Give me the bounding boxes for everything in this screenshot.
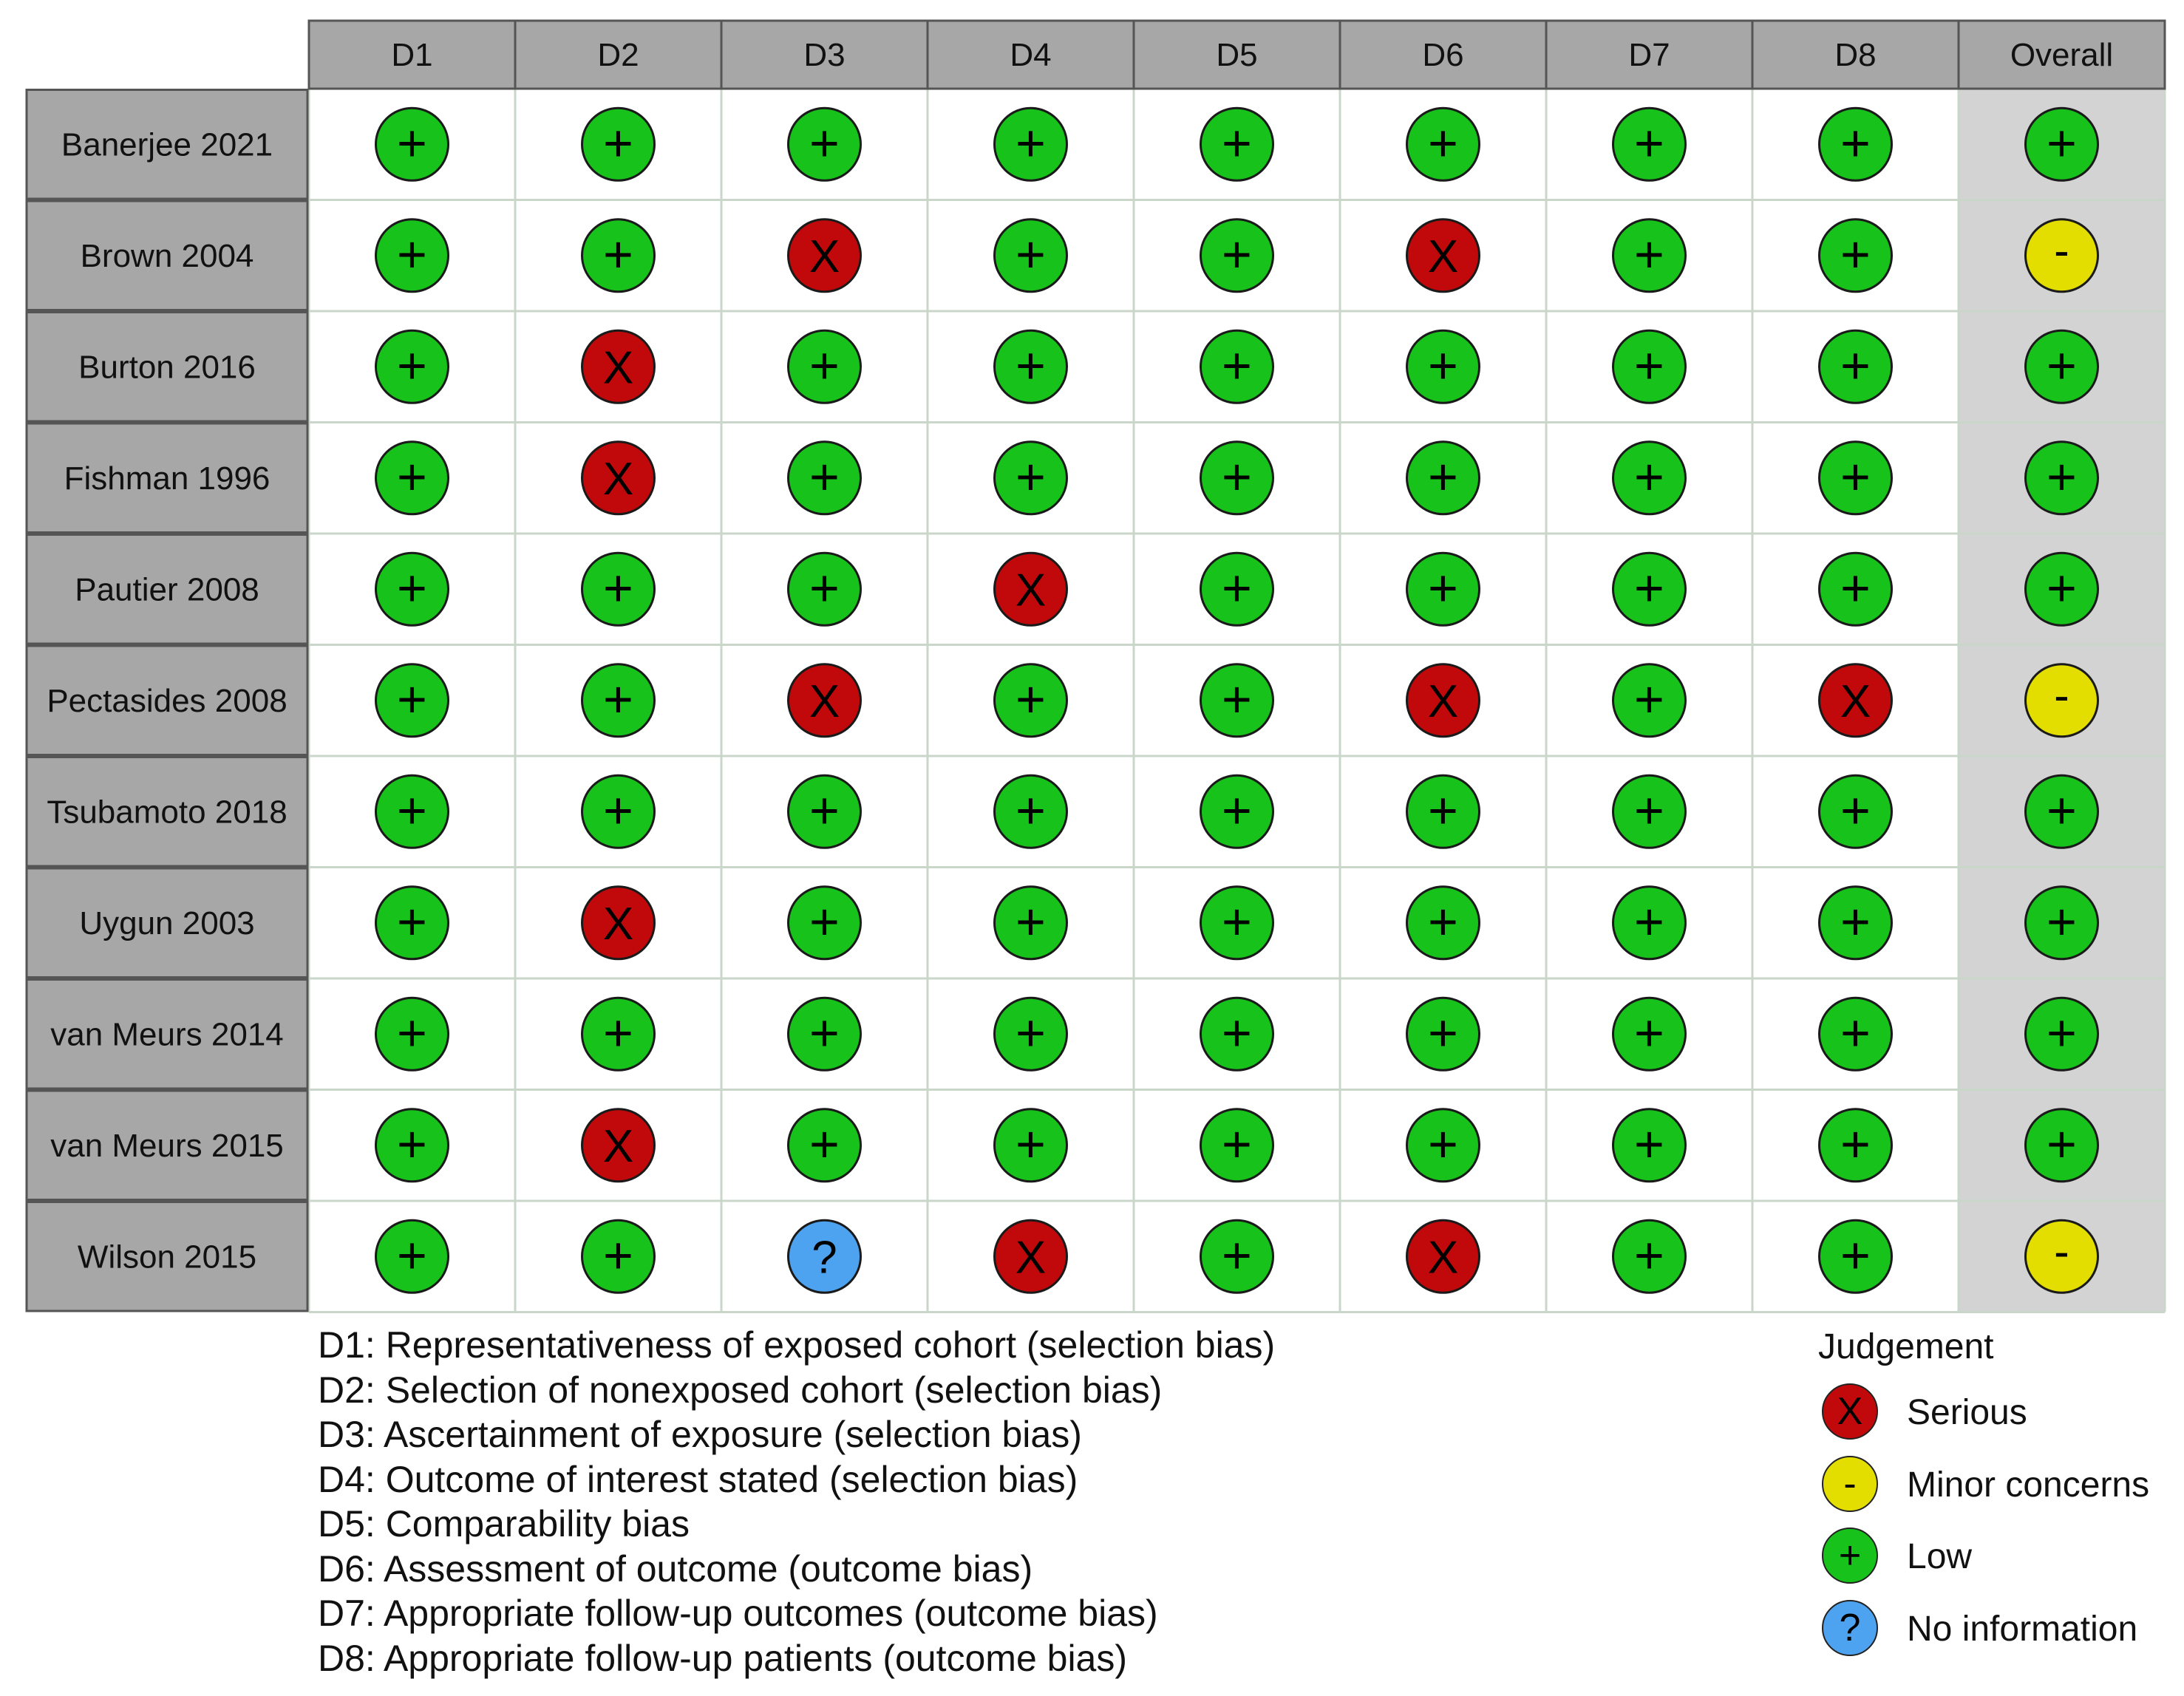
judgement-symbol: + xyxy=(1634,114,1664,172)
judgement-symbol: + xyxy=(1222,892,1252,950)
judgement-symbol: + xyxy=(397,1114,427,1173)
judgement-symbol: + xyxy=(809,781,840,840)
judgement-symbol: + xyxy=(1840,892,1871,950)
study-label-van-meurs-2014: van Meurs 2014 xyxy=(50,1016,284,1053)
judgement-symbol: X xyxy=(1427,231,1459,282)
legend-item-low xyxy=(1818,1528,2180,1600)
judgement-symbol: - xyxy=(2054,225,2069,276)
judgement-symbol: + xyxy=(1840,1114,1871,1173)
legend-label-minor: Minor concerns xyxy=(1907,1465,2150,1505)
study-label-van-meurs-2015: van Meurs 2015 xyxy=(50,1127,284,1164)
domain-description-d5: D5: Comparability bias xyxy=(318,1503,690,1545)
judgement-symbol: + xyxy=(603,225,633,283)
judgement-symbol: + xyxy=(1428,114,1458,172)
judgement-symbol: + xyxy=(603,114,633,172)
judgement-symbol: X xyxy=(1840,675,1871,727)
judgement-symbol: X xyxy=(602,898,634,950)
judgement-symbol: + xyxy=(1840,225,1871,283)
judgement-symbol: + xyxy=(809,1004,840,1062)
judgement-symbol: + xyxy=(1222,670,1252,728)
judgement-symbol: + xyxy=(809,559,840,617)
study-label-burton-2016: Burton 2016 xyxy=(78,349,256,386)
judgement-symbol: + xyxy=(1222,1004,1252,1062)
judgement-symbol: + xyxy=(1840,559,1871,617)
judgement-symbol: + xyxy=(1016,447,1046,505)
judgement-symbol: + xyxy=(2047,1004,2077,1062)
judgement-symbol: + xyxy=(1634,781,1664,840)
judgement-symbol: + xyxy=(1840,1226,1871,1284)
legend-label-low: Low xyxy=(1907,1537,1973,1576)
judgement-symbol: + xyxy=(809,336,840,395)
judgement-symbol: + xyxy=(2047,447,2077,505)
judgement-symbol: X xyxy=(1015,1232,1047,1284)
domain-description-d6: D6: Assessment of outcome (outcome bias) xyxy=(318,1547,1033,1590)
judgement-symbol: + xyxy=(1634,1226,1664,1284)
judgement-symbol: X xyxy=(602,342,634,394)
judgement-symbol: + xyxy=(397,447,427,505)
legend-item-minor xyxy=(1818,1456,2180,1528)
column-header-d2: D2 xyxy=(597,37,639,73)
domain-description-d8: D8: Appropriate follow-up patients (outcome bias) xyxy=(318,1637,1128,1679)
low-plus-icon: + xyxy=(1822,1528,1878,1584)
judgement-symbol: + xyxy=(1428,336,1458,395)
judgement-symbol: + xyxy=(397,225,427,283)
judgement-symbol: X xyxy=(1015,565,1047,616)
judgement-symbol: + xyxy=(1016,670,1046,728)
column-header-d8: D8 xyxy=(1834,37,1877,73)
judgement-symbol: + xyxy=(603,559,633,617)
judgement-symbol: X xyxy=(1427,1232,1459,1284)
serious-x-icon: X xyxy=(1822,1383,1878,1440)
judgement-symbol: - xyxy=(2054,1226,2069,1278)
judgement-symbol: + xyxy=(1634,447,1664,505)
domain-description-d1: D1: Representativeness of exposed cohort (selection bias) xyxy=(318,1324,1276,1366)
domain-description-d3: D3: Ascertainment of exposure (selection bias) xyxy=(318,1414,1082,1455)
judgement-symbol: + xyxy=(1634,1114,1664,1173)
domain-description-d7: D7: Appropriate follow-up outcomes (outcome bias) xyxy=(318,1593,1158,1634)
judgement-symbol: + xyxy=(1428,781,1458,840)
noinfo-question-icon: ? xyxy=(1822,1600,1878,1656)
legend-item-serious xyxy=(1818,1383,2180,1456)
judgement-symbol: + xyxy=(1222,336,1252,395)
judgement-symbol: + xyxy=(1016,892,1046,950)
study-label-tsubamoto-2018: Tsubamoto 2018 xyxy=(47,794,288,831)
domain-description-d2: D2: Selection of nonexposed cohort (selection bias) xyxy=(318,1369,1163,1411)
study-label-wilson-2015: Wilson 2015 xyxy=(77,1239,257,1276)
judgement-symbol: + xyxy=(1428,447,1458,505)
column-header-d4: D4 xyxy=(1010,37,1052,73)
judgement-symbol: + xyxy=(1428,892,1458,950)
judgement-symbol: + xyxy=(1222,1114,1252,1173)
judgement-symbol: X xyxy=(809,231,840,282)
judgement-symbol: X xyxy=(809,675,840,727)
study-label-uygun-2003: Uygun 2003 xyxy=(79,905,255,941)
judgement-symbol: + xyxy=(1016,336,1046,395)
judgement-symbol: + xyxy=(1428,1114,1458,1173)
column-header-d6: D6 xyxy=(1422,37,1464,73)
judgement-symbol: + xyxy=(1840,447,1871,505)
judgement-symbol: + xyxy=(1634,892,1664,950)
column-header-d7: D7 xyxy=(1628,37,1670,73)
judgement-symbol: X xyxy=(602,1120,634,1172)
judgement-symbol: + xyxy=(1222,781,1252,840)
judgement-symbol: + xyxy=(809,114,840,172)
judgement-symbol: + xyxy=(1016,225,1046,283)
judgement-symbol: + xyxy=(1016,781,1046,840)
judgement-symbol: + xyxy=(2047,336,2077,395)
judgement-symbol: + xyxy=(1634,1004,1664,1062)
column-header-d1: D1 xyxy=(391,37,433,73)
judgement-symbol: + xyxy=(809,892,840,950)
judgement-symbol: + xyxy=(397,1004,427,1062)
judgement-symbol: + xyxy=(397,670,427,728)
judgement-symbol: + xyxy=(809,1114,840,1173)
judgement-symbol: + xyxy=(2047,781,2077,840)
judgement-symbol: + xyxy=(2047,114,2077,172)
judgement-symbol: ? xyxy=(812,1232,837,1284)
study-label-pectasides-2008: Pectasides 2008 xyxy=(47,682,288,719)
judgement-symbol: + xyxy=(1222,1226,1252,1284)
judgement-symbol: X xyxy=(602,453,634,505)
judgement-symbol: + xyxy=(1634,559,1664,617)
study-label-pautier-2008: Pautier 2008 xyxy=(75,571,259,608)
judgement-symbol: + xyxy=(397,559,427,617)
judgement-symbol: + xyxy=(809,447,840,505)
column-header-d3: D3 xyxy=(803,37,846,73)
judgement-symbol: + xyxy=(1222,225,1252,283)
judgement-symbol: + xyxy=(397,1226,427,1284)
legend-label-serious: Serious xyxy=(1907,1393,2027,1432)
judgement-symbol: + xyxy=(1016,1114,1046,1173)
judgement-legend xyxy=(1818,1327,2180,1672)
judgement-symbol: + xyxy=(1634,670,1664,728)
judgement-symbol: + xyxy=(1222,559,1252,617)
legend-label-noinfo: No information xyxy=(1907,1609,2138,1649)
judgement-symbol: + xyxy=(1840,336,1871,395)
judgement-symbol: + xyxy=(2047,892,2077,950)
judgement-symbol: + xyxy=(397,781,427,840)
judgement-symbol: + xyxy=(2047,559,2077,617)
minor-dash-icon: - xyxy=(1822,1456,1878,1512)
judgement-symbol: + xyxy=(397,114,427,172)
judgement-symbol: + xyxy=(603,781,633,840)
legend-item-noinfo xyxy=(1818,1600,2180,1672)
judgement-symbol: + xyxy=(2047,1114,2077,1173)
judgement-symbol: + xyxy=(603,670,633,728)
judgement-symbol: + xyxy=(1840,114,1871,172)
judgement-symbol: + xyxy=(1016,114,1046,172)
study-label-brown-2004: Brown 2004 xyxy=(80,237,254,274)
judgement-symbol: + xyxy=(1840,781,1871,840)
domain-description-d4: D4: Outcome of interest stated (selection bias) xyxy=(318,1458,1078,1500)
column-header-overall: Overall xyxy=(2010,37,2114,73)
judgement-symbol: X xyxy=(1427,675,1459,727)
judgement-symbol: + xyxy=(1222,114,1252,172)
judgement-symbol: + xyxy=(397,336,427,395)
judgement-symbol: - xyxy=(2054,670,2069,721)
judgement-symbol: + xyxy=(1222,447,1252,505)
domain-descriptions xyxy=(318,1323,1275,1680)
judgement-symbol: + xyxy=(1634,225,1664,283)
column-header-d5: D5 xyxy=(1216,37,1258,73)
study-label-fishman-1996: Fishman 1996 xyxy=(64,460,271,497)
judgement-symbol: + xyxy=(1840,1004,1871,1062)
judgement-symbol: + xyxy=(397,892,427,950)
judgement-symbol: + xyxy=(1428,1004,1458,1062)
judgement-symbol: + xyxy=(603,1004,633,1062)
judgement-symbol: + xyxy=(603,1226,633,1284)
judgement-symbol: + xyxy=(1016,1004,1046,1062)
study-label-banerjee-2021: Banerjee 2021 xyxy=(61,126,273,163)
judgement-symbol: + xyxy=(1428,559,1458,617)
judgement-legend-title: Judgement xyxy=(1818,1327,1994,1366)
judgement-symbol: + xyxy=(1634,336,1664,395)
